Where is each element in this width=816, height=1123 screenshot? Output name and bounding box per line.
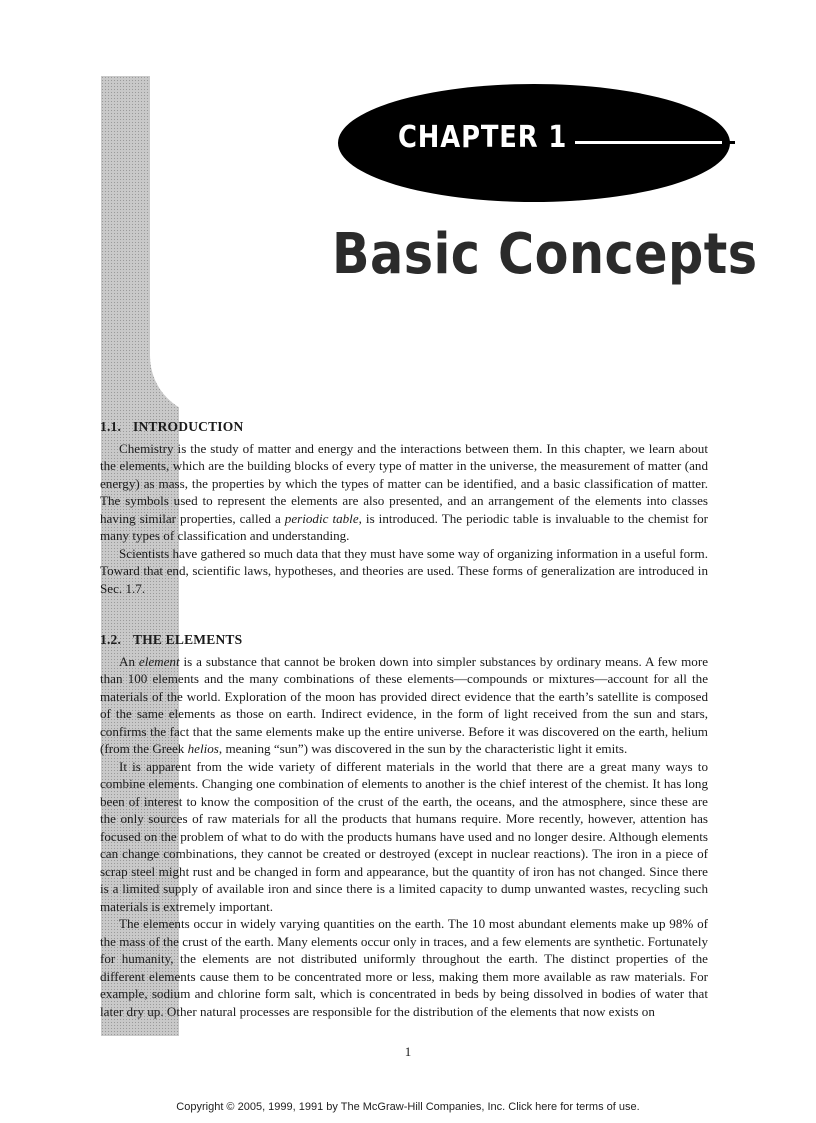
- section-the-elements: [100, 631, 708, 1020]
- section-number: 1.1.: [100, 419, 122, 434]
- text-run: , meaning “sun”) was discovered in the sun by the characteristic light it emits.: [218, 741, 628, 756]
- page-number: 1: [404, 1044, 412, 1059]
- paragraph: [100, 653, 708, 758]
- text-run: It is apparent from the wide variety of different materials in the world that there are a great many ways to combine elements. Changing one combination of elements to another is the chief interest of the chemist. It has long been of interest to know the composition of the crust of the earth, the oceans, and the atmosphere, since these are the only sources of raw materials for all the products that humans require. More recently, however, attention has focused on the problem of what to do with the products humans have used and no longer desire. Although elements can change combinations, they cannot be created or destroyed (except in nuclear reactions). The iron in a piece of scrap steel might rust and be changed in form and appearance, but the quantity of iron has not changed. Since there is a limited supply of available iron and since there is a limited capacity to dump unwanted wastes, recycling such materials is extremely important.: [100, 758, 708, 914]
- text-run: An: [119, 653, 139, 669]
- text-run: is a substance that cannot be broken down into simpler substances by ordinary means. A few more than 100 elements and the many combinations of these elements—compounds or mixtures—account for all the materials of the world. Exploration of the moon has provided direct evidence that the earth’s satellite is composed of the same elements as those on earth. Indirect evidence, in the form of light received from the sun and stars, confirms the fact that the same elements make up the entire universe. Before it was discovered on the earth, helium (from the Greek: [100, 653, 709, 756]
- chapter-rule: [575, 141, 735, 144]
- section-heading: [100, 418, 708, 436]
- copyright-footer-link[interactable]: Copyright © 2005, 1999, 1991 by The McGraw-Hill Companies, Inc. Click here for terms of use.: [176, 1101, 640, 1113]
- section-number: 1.2.: [100, 632, 122, 647]
- italic-term: helios: [187, 741, 219, 756]
- paragraph: [100, 440, 708, 545]
- section-title: THE ELEMENTS: [133, 632, 243, 647]
- paragraph: [100, 915, 708, 1020]
- chapter-label: CHAPTER 1: [398, 120, 568, 155]
- italic-term: periodic table: [284, 510, 359, 526]
- paragraph: [100, 545, 708, 598]
- text-run: Chemistry is the study of matter and energy and the interactions between them. In this chapter, we learn about the elements, which are the building blocks of every type of matter in the universe, the measurement of matter (and energy) as mass, the properties by which the types of matter can be identified, and a basic classification of matter. The symbols used to represent the elements are also presented, and an arrangement of the elements into classes having similar properties, called a: [100, 440, 708, 526]
- chapter-title: Basic Concepts: [332, 222, 758, 287]
- section-heading: [100, 631, 708, 649]
- text-run: The elements occur in widely varying quantities on the earth. The 10 most abundant elements make up 98% of the mass of the crust of the earth. Many elements occur only in traces, and a few elements are synthetic. Fortunately for humanity, the elements are not distributed uniformly throughout the earth. The distinct properties of the different elements cause them to be concentrated more or less, making them more available as raw materials. For example, sodium and chlorine form salt, which is concentrated in beds by being dissolved in bodies of water that later dry up. Other natural processes are responsible for the distribution of the elements that now exists on: [100, 916, 708, 1019]
- side-band-notch: [150, 76, 210, 416]
- section-introduction: [100, 418, 708, 597]
- section-title: INTRODUCTION: [133, 419, 244, 434]
- paragraph: [100, 758, 708, 916]
- italic-term: element: [138, 653, 180, 669]
- chapter-rule-end: [722, 141, 735, 144]
- text-run: , is introduced. The periodic table is invaluable to the chemist for many types of classification and understanding.: [100, 510, 709, 543]
- text-run: Scientists have gathered so much data that they must have some way of organizing information in a useful form. Toward that end, scientific laws, hypotheses, and theories are used. These forms of generalization are introduced in Sec. 1.7.: [100, 545, 708, 596]
- body-content: [100, 418, 708, 1020]
